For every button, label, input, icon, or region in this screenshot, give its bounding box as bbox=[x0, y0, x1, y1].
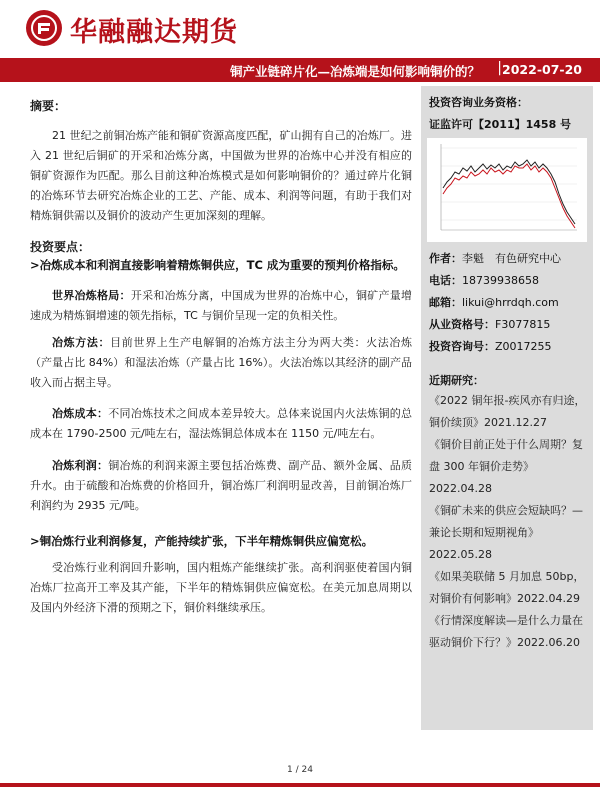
abstract-paragraph: 21 世纪之前铜冶炼产能和铜矿资源高度匹配，矿山拥有自己的冶炼厂。进入 21 世纪后铜矿的开采和冶炼分离，中国做为世界的冶炼中心并没有相应的铜矿资源作为匹配。那么目前这种冶炼模式是如何影响铜价的？通过碎片化铜的冶炼环节去研究冶炼企业的工艺、产能、成本、利润等问题，有助于我们对精炼铜供需以及铜价的波动产生更加深刻的理解。 bbox=[30, 129, 412, 222]
points-heading: 投资要点： bbox=[30, 240, 91, 254]
abstract-heading: 摘要： bbox=[30, 99, 67, 113]
recent-research-list bbox=[429, 390, 587, 654]
price-chart-svg bbox=[427, 138, 587, 242]
advisory-value: Z0017255 bbox=[495, 340, 552, 353]
info-sidebar bbox=[421, 86, 593, 730]
cert-label: 从业资格号： bbox=[429, 318, 495, 331]
cert-line bbox=[429, 316, 550, 332]
method-label: 冶炼方法： bbox=[52, 336, 111, 349]
title-separator: | bbox=[497, 60, 502, 76]
method-paragraph bbox=[30, 333, 412, 393]
author-label: 作者： bbox=[429, 252, 462, 265]
phone-label: 电话： bbox=[429, 274, 462, 287]
author-line bbox=[429, 250, 561, 266]
page-number: 1 / 24 bbox=[287, 765, 313, 775]
key-point-1: >冶炼成本和利润直接影响着精炼铜供应，TC 成为重要的预判价格指标。 bbox=[30, 258, 405, 272]
qualification-heading: 投资咨询业务资格： bbox=[429, 96, 528, 109]
advisory-label: 投资咨询号： bbox=[429, 340, 495, 353]
report-date: 2022-07-20 bbox=[502, 62, 582, 77]
profit-label: 冶炼利润： bbox=[52, 459, 109, 472]
email-line bbox=[429, 294, 559, 310]
report-title: 铜产业链碎片化—冶炼端是如何影响铜价的？ bbox=[229, 64, 480, 79]
title-bar bbox=[0, 58, 600, 82]
phone-line bbox=[429, 272, 539, 288]
license-number: 证监许可【2011】1458 号 bbox=[429, 118, 572, 131]
profit-paragraph bbox=[30, 456, 412, 516]
footer-divider bbox=[0, 783, 600, 787]
research-item[interactable]: 《铜矿未来的供应会短缺吗？—兼论长期和短期视角》2022.05.28 bbox=[429, 504, 583, 561]
author-value: 李魁 有色研究中心 bbox=[462, 252, 561, 265]
profit-text: 铜冶炼的利润来源主要包括冶炼费、副产品、额外金属、品质升水。由于硫酸和冶炼费的价格回升，铜冶炼厂利润明显改善，目前铜冶炼厂利润约为 2935 元/吨。 bbox=[30, 459, 413, 512]
research-item[interactable]: 《2022 铜年报-疾风亦有归途，铜价续顶》2021.12.27 bbox=[429, 394, 586, 429]
cost-paragraph bbox=[30, 404, 412, 444]
cost-label: 冶炼成本： bbox=[52, 407, 109, 420]
key-point-2: >铜冶炼行业利润修复，产能持续扩张，下半年精炼铜供应偏宽松。 bbox=[30, 534, 374, 548]
report-header bbox=[0, 0, 600, 58]
email-value[interactable]: likui@hrrdqh.com bbox=[462, 296, 559, 309]
pattern-label: 世界冶炼格局： bbox=[52, 289, 131, 302]
cost-text: 不同冶炼技术之间成本差异较大。总体来说国内火法炼铜的总成本在 1790-2500 元/吨左右，湿法炼铜总体成本在 1150 元/吨左右。 bbox=[30, 407, 413, 440]
research-item[interactable]: 《铜价目前正处于什么周期？复盘 300 年铜价走势》2022.04.28 bbox=[429, 438, 583, 495]
pattern-paragraph bbox=[30, 286, 412, 326]
method-text: 目前世界上生产电解铜的冶炼方法主分为两大类：火法冶炼（产量占比 84%）和湿法冶炼（产量占比 16%）。火法冶炼以其经济的副产品收入而占据主导。 bbox=[30, 336, 413, 389]
price-chart bbox=[427, 138, 587, 242]
recent-research-heading: 近期研究： bbox=[429, 374, 484, 387]
conclusion-paragraph: 受冶炼行业利润回升影响，国内粗炼产能继续扩张。高利润驱使着国内铜冶炼厂拉高开工率及其产能，下半年的精炼铜供应偏宽松。在美元加息周期以及国内外经济下滑的预期之下，铜价料继续承压。 bbox=[30, 561, 412, 614]
phone-value: 18739938658 bbox=[462, 274, 539, 287]
company-logo-icon bbox=[26, 10, 62, 46]
advisory-line bbox=[429, 338, 552, 354]
cert-value: F3077815 bbox=[495, 318, 551, 331]
research-item[interactable]: 《行情深度解读—是什么力量在驱动铜价下行？》2022.06.20 bbox=[429, 614, 583, 649]
research-item[interactable]: 《如果美联储 5 月加息 50bp，对铜价有何影响》2022.04.29 bbox=[429, 570, 585, 605]
email-label: 邮箱： bbox=[429, 296, 462, 309]
pattern-text: 开采和冶炼分离，中国成为世界的冶炼中心，铜矿产量增速成为精炼铜增速的领先指标，TC 与铜价呈现一定的负相关性。 bbox=[30, 289, 413, 322]
company-name: 华融融达期货 bbox=[70, 17, 238, 48]
